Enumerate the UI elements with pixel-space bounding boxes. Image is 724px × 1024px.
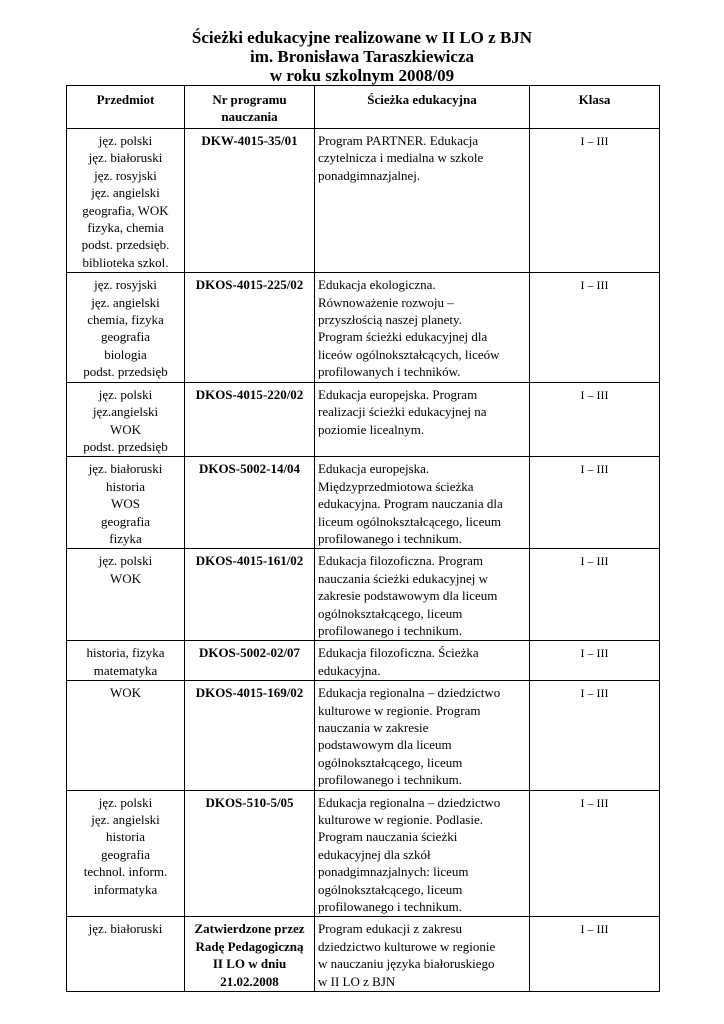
text-line: geografia xyxy=(100,846,151,862)
title-line: w roku szkolnym 2008/09 xyxy=(269,66,455,85)
education-path-cell xyxy=(315,273,530,382)
text-line: kulturowe w regionie. Program xyxy=(318,702,481,718)
text-line: liceum ogólnokształcącego, liceum xyxy=(318,513,502,529)
text-line: w nauczaniu języka białoruskiego xyxy=(318,956,495,972)
text-line: ogólnokształcącego, liceum xyxy=(318,605,463,621)
text-line: DKW-4015-35/01 xyxy=(201,133,298,148)
education-path-cell xyxy=(315,549,530,641)
column-header-path xyxy=(315,86,530,129)
education-path-cell xyxy=(315,917,530,992)
text-line: Ścieżka edukacyjna xyxy=(367,92,477,107)
text-line: geografia, WOK xyxy=(82,202,169,218)
column-header-subject xyxy=(67,86,185,129)
text-line: Edukacja filozoficzna. Ścieżka xyxy=(318,645,479,661)
class-range-cell: I – III xyxy=(530,917,660,992)
text-line: jęz. rosyjski xyxy=(94,167,157,183)
text-line: ponadgimnazjalnych: liceum xyxy=(318,864,469,880)
table-row xyxy=(67,457,660,549)
class-range-cell: I – III xyxy=(530,273,660,382)
class-range-cell: I – III xyxy=(530,790,660,917)
text-line: WOK xyxy=(109,421,142,437)
education-path-cell xyxy=(315,681,530,790)
text-line: historia xyxy=(106,829,145,845)
text-line: w II LO z BJN xyxy=(318,973,396,989)
text-line: jęz. rosyjski xyxy=(94,277,157,293)
text-line: realizacji ścieżki edukacyjnej na xyxy=(318,404,487,420)
text-line: Edukacja filozoficzna. Program xyxy=(318,553,483,569)
title-line: im. Bronisława Taraszkiewicza xyxy=(250,47,474,66)
text-line: biologia xyxy=(104,346,147,362)
program-number-cell xyxy=(185,641,315,681)
subjects-cell xyxy=(67,681,185,790)
table-row xyxy=(67,641,660,681)
text-line: jęz. polski xyxy=(98,553,153,569)
subjects-cell xyxy=(67,549,185,641)
table-row xyxy=(67,129,660,273)
class-range-cell: I – III xyxy=(530,382,660,457)
class-range-cell: I – III xyxy=(530,681,660,790)
program-number-cell xyxy=(185,273,315,382)
text-line: DKOS-4015-169/02 xyxy=(195,685,304,701)
text-line: profilowanego i technikum. xyxy=(318,622,463,638)
text-line: Radę Pedagogiczną xyxy=(195,938,304,954)
text-line: DKOS-5002-02/07 xyxy=(198,645,301,661)
text-line: geografia xyxy=(100,329,151,345)
text-line: Program edukacji z zakresu xyxy=(318,921,463,937)
text-line: edukacyjna. Program nauczania dla xyxy=(318,496,503,512)
text-line: WOK xyxy=(109,570,142,586)
text-line: Edukacja regionalna – dziedzictwo xyxy=(318,794,501,810)
text-line: Nr programu xyxy=(212,92,287,107)
table-row xyxy=(67,549,660,641)
text-line: Przedmiot xyxy=(96,92,155,107)
education-path-cell xyxy=(315,129,530,273)
text-line: przyszłością naszej planety. xyxy=(318,312,462,328)
text-line: fizyka, chemia xyxy=(87,220,164,236)
table-header-row xyxy=(67,86,660,129)
text-line: jęz. białoruski xyxy=(88,461,163,477)
text-line: nauczania xyxy=(221,109,278,125)
text-line: profilowanego i technikum. xyxy=(318,772,463,788)
table-row xyxy=(67,273,660,382)
text-line: edukacyjna. xyxy=(318,662,381,678)
text-line: 21.02.2008 xyxy=(220,973,279,989)
program-number-cell xyxy=(185,681,315,790)
text-line: Program PARTNER. Edukacja xyxy=(318,133,479,148)
education-path-cell xyxy=(315,457,530,549)
education-path-cell xyxy=(315,790,530,917)
text-line: podst. przedsięb. xyxy=(81,237,170,253)
text-line: liceów ogólnokształcących, liceów xyxy=(318,346,500,362)
text-line: profilowanego i technikum. xyxy=(318,530,463,546)
text-line: DKOS-4015-220/02 xyxy=(195,386,304,402)
text-line: dziedzictwo kulturowe w regionie xyxy=(318,938,496,954)
text-line: jęz.angielski xyxy=(92,404,159,420)
text-line: kulturowe w regionie. Podlasie. xyxy=(318,812,483,828)
text-line: ponadgimnazjalnej. xyxy=(318,167,421,183)
table-row xyxy=(67,917,660,992)
subjects-cell xyxy=(67,457,185,549)
text-line: jęz. angielski xyxy=(91,185,160,201)
text-line: biblioteka szkol. xyxy=(82,254,169,270)
text-line: jęz. białoruski xyxy=(88,921,163,937)
program-number-cell xyxy=(185,382,315,457)
text-line: Edukacja europejska. Program xyxy=(318,386,478,402)
subjects-cell xyxy=(67,273,185,382)
program-number-cell xyxy=(185,549,315,641)
text-line: geografia xyxy=(100,513,151,529)
text-line: historia xyxy=(106,478,145,494)
text-line: technol. inform. xyxy=(83,864,168,880)
text-line: II LO w dniu xyxy=(212,956,287,972)
subjects-cell xyxy=(67,641,185,681)
table-row xyxy=(67,790,660,917)
class-range-cell: I – III xyxy=(530,129,660,273)
text-line: jęz. polski xyxy=(98,133,153,148)
text-line: DKOS-510-5/05 xyxy=(205,794,294,810)
document-title xyxy=(0,28,724,85)
text-line: DKOS-4015-225/02 xyxy=(195,277,304,293)
text-line: podst. przedsięb xyxy=(83,364,168,380)
program-number-cell xyxy=(185,457,315,549)
text-line: matematyka xyxy=(93,662,158,678)
text-line: jęz. polski xyxy=(98,386,153,402)
text-line: czytelnicza i medialna w szkole xyxy=(318,150,484,166)
text-line: poziomie licealnym. xyxy=(318,421,425,437)
text-line: zakresie podstawowym dla liceum xyxy=(318,588,498,604)
table-row xyxy=(67,681,660,790)
class-range-cell: I – III xyxy=(530,457,660,549)
title-line: Ścieżki edukacyjne realizowane w II LO z BJN xyxy=(191,28,533,47)
class-range-cell: I – III xyxy=(530,549,660,641)
text-line: podst. przedsięb xyxy=(83,438,168,454)
education-path-cell xyxy=(315,641,530,681)
text-line: Równoważenie rozwoju – xyxy=(318,294,454,310)
program-number-cell xyxy=(185,129,315,273)
text-line: Międzyprzedmiotowa ścieżka xyxy=(318,478,474,494)
text-line: podstawowym dla liceum xyxy=(318,737,452,753)
class-range-cell: I – III xyxy=(530,641,660,681)
text-line: historia, fizyka xyxy=(86,645,165,661)
text-line: DKOS-5002-14/04 xyxy=(198,461,301,477)
subjects-cell xyxy=(67,382,185,457)
text-line: nauczania w zakresie xyxy=(318,720,429,735)
text-line: WOS xyxy=(111,496,140,512)
text-line: Zatwierdzone przez xyxy=(194,921,305,937)
education-path-cell xyxy=(315,382,530,457)
text-line: jęz. białoruski xyxy=(88,150,163,166)
text-line: Klasa xyxy=(578,92,611,107)
education-paths-table xyxy=(66,85,660,992)
text-line: Edukacja regionalna – dziedzictwo xyxy=(318,685,501,701)
text-line: nauczania ścieżki edukacyjnej w xyxy=(318,570,488,586)
subjects-cell xyxy=(67,790,185,917)
text-line: informatyka xyxy=(93,881,158,897)
text-line: jęz. angielski xyxy=(91,812,160,828)
text-line: Edukacja ekologiczna. xyxy=(318,277,436,293)
text-line: Edukacja europejska. xyxy=(318,461,430,477)
text-line: ogólnokształcącego, liceum xyxy=(318,754,463,770)
text-line: Program ścieżki edukacyjnej dla xyxy=(318,329,488,345)
text-line: ogólnokształcącego, liceum xyxy=(318,881,463,897)
table-row xyxy=(67,382,660,457)
column-header-class xyxy=(530,86,660,129)
text-line: Program nauczania ścieżki xyxy=(318,829,458,845)
text-line: fizyka xyxy=(109,530,142,546)
text-line: jęz. polski xyxy=(98,794,153,810)
text-line: WOK xyxy=(109,685,142,701)
text-line: profilowanego i technikum. xyxy=(318,899,463,915)
text-line: chemia, fizyka xyxy=(87,312,164,328)
text-line: jęz. angielski xyxy=(91,294,160,310)
subjects-cell xyxy=(67,129,185,273)
text-line: edukacyjnej dla szkół xyxy=(318,846,431,862)
column-header-program xyxy=(185,86,315,129)
text-line: DKOS-4015-161/02 xyxy=(195,553,304,569)
program-number-cell xyxy=(185,790,315,917)
subjects-cell xyxy=(67,917,185,992)
text-line: profilowanych i techników. xyxy=(318,364,461,380)
program-number-cell xyxy=(185,917,315,992)
